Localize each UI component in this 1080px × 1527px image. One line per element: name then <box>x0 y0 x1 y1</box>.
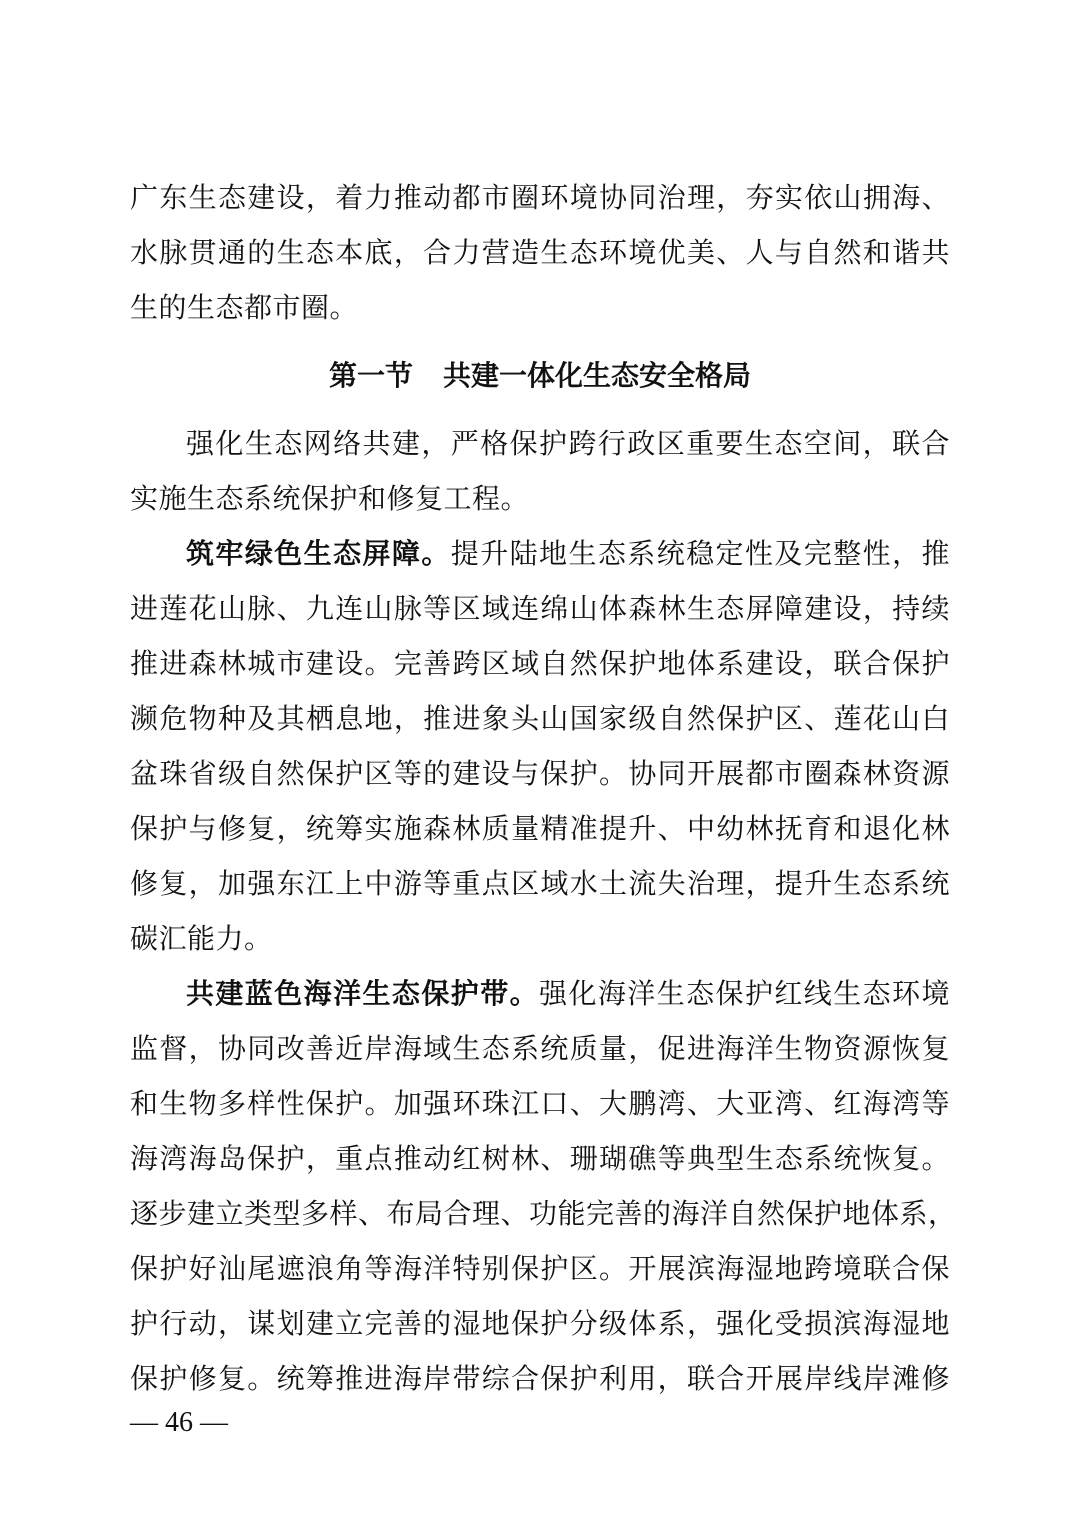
intro-line-1: 广东生态建设，着力推动都市圈环境协同治理，夯实依山拥海、 <box>130 181 950 214</box>
paragraph-3-line-7: 护行动，谋划建立完善的湿地保护分级体系，强化受损滨海湿地 <box>130 1307 950 1340</box>
paragraph-2-first-rest: 提升陆地生态系统稳定性及完整性，推 <box>450 537 950 570</box>
paragraph-1-line-2: 实施生态系统保护和修复工程。 <box>130 482 530 515</box>
paragraph-2-line-4: 濒危物种及其栖息地，推进象头山国家级自然保护区、莲花山白 <box>130 702 950 735</box>
section-number: 第一节 <box>328 359 413 392</box>
paragraph-3-line-2: 监督，协同改善近岸海域生态系统质量，促进海洋生物资源恢复 <box>130 1032 950 1065</box>
paragraph-2-line-1 <box>186 536 950 572</box>
paragraph-2-line-7: 修复，加强东江上中游等重点区域水土流失治理，提升生态系统 <box>130 867 950 900</box>
intro-line-3: 生的生态都市圈。 <box>130 291 359 324</box>
paragraph-1-line-1: 强化生态网络共建，严格保护跨行政区重要生态空间，联合 <box>186 427 950 460</box>
paragraph-3-lead: 共建蓝色海洋生态保护带。 <box>186 977 540 1010</box>
paragraph-3-first-rest: 强化海洋生态保护红线生态环境 <box>539 977 950 1010</box>
page-number: — 46 — <box>130 1407 228 1438</box>
paragraph-2-line-6: 保护与修复，统筹实施森林质量精准提升、中幼林抚育和退化林 <box>130 812 950 845</box>
paragraph-3-line-1 <box>186 976 950 1012</box>
paragraph-2-line-5: 盆珠省级自然保护区等的建设与保护。协同开展都市圈森林资源 <box>130 757 950 790</box>
paragraph-2-line-8: 碳汇能力。 <box>130 922 273 955</box>
paragraph-2-line-2: 进莲花山脉、九连山脉等区域连绵山体森林生态屏障建设，持续 <box>130 592 950 625</box>
section-title: 共建一体化生态安全格局 <box>443 359 752 392</box>
paragraph-3-line-5: 逐步建立类型多样、布局合理、功能完善的海洋自然保护地体系， <box>130 1197 957 1230</box>
section-heading <box>130 358 950 394</box>
paragraph-3-line-6: 保护好汕尾遮浪角等海洋特别保护区。开展滨海湿地跨境联合保 <box>130 1252 950 1285</box>
intro-line-2: 水脉贯通的生态本底，合力营造生态环境优美、人与自然和谐共 <box>130 236 950 269</box>
paragraph-2-line-3: 推进森林城市建设。完善跨区域自然保护地体系建设，联合保护 <box>130 647 950 680</box>
paragraph-3-line-8: 保护修复。统筹推进海岸带综合保护利用，联合开展岸线岸滩修 <box>130 1362 950 1395</box>
paragraph-3-line-4: 海湾海岛保护，重点推动红树林、珊瑚礁等典型生态系统恢复。 <box>130 1142 950 1175</box>
paragraph-3-line-3: 和生物多样性保护。加强环珠江口、大鹏湾、大亚湾、红海湾等 <box>130 1087 950 1120</box>
paragraph-2-lead: 筑牢绿色生态屏障。 <box>186 537 451 570</box>
